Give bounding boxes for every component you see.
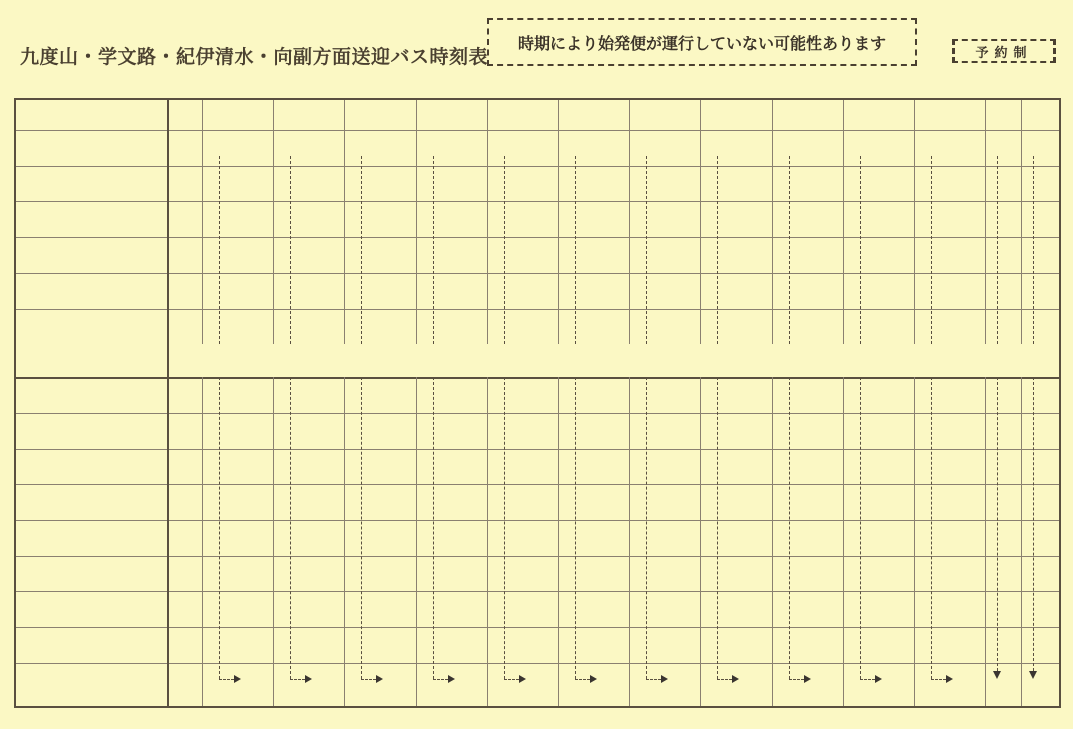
route-dash-line bbox=[789, 377, 790, 679]
route-dash-line bbox=[504, 156, 505, 344]
row-divider bbox=[16, 309, 1059, 310]
arrow-icon bbox=[305, 675, 312, 683]
section-divider bbox=[16, 377, 1059, 379]
route-dash-line bbox=[433, 156, 434, 344]
row-divider bbox=[16, 413, 1059, 414]
column-divider bbox=[629, 377, 630, 706]
column-divider bbox=[202, 377, 203, 706]
route-dash-line bbox=[789, 679, 804, 680]
column-divider bbox=[344, 377, 345, 706]
stop-name bbox=[16, 166, 167, 202]
route-dash-line bbox=[1033, 156, 1034, 344]
stop-name bbox=[16, 309, 167, 345]
row-divider bbox=[16, 520, 1059, 521]
row-divider bbox=[16, 166, 1059, 167]
route-dash-line bbox=[646, 377, 647, 679]
row-divider bbox=[16, 663, 1059, 664]
route-dash-line bbox=[860, 377, 861, 679]
route-dash-line bbox=[717, 377, 718, 679]
route-dash-line bbox=[361, 679, 376, 680]
row-divider bbox=[16, 627, 1059, 628]
route-dash-line bbox=[646, 679, 661, 680]
column-divider bbox=[1021, 377, 1022, 706]
column-divider bbox=[629, 100, 630, 344]
route-dash-line bbox=[717, 679, 732, 680]
timetable bbox=[14, 98, 1061, 708]
stop-name bbox=[16, 663, 167, 699]
stop-name bbox=[16, 449, 167, 485]
column-divider bbox=[167, 100, 169, 706]
page-title: 九度山・学文路・紀伊清水・向副方面送迎バス時刻表 bbox=[20, 46, 489, 68]
route-dash-line bbox=[575, 377, 576, 679]
column-divider bbox=[416, 377, 417, 706]
column-divider bbox=[772, 100, 773, 344]
route-dash-line bbox=[290, 156, 291, 344]
route-dash-line bbox=[290, 679, 305, 680]
route-dash-line bbox=[433, 377, 434, 679]
route-dash-line bbox=[997, 156, 998, 344]
column-divider bbox=[273, 377, 274, 706]
route-dash-line bbox=[219, 156, 220, 344]
stop-name bbox=[16, 237, 167, 273]
route-dash-line bbox=[1033, 377, 1034, 671]
column-divider bbox=[985, 100, 986, 344]
arrow-icon bbox=[804, 675, 811, 683]
stop-name bbox=[16, 130, 167, 166]
route-dash-line bbox=[931, 156, 932, 344]
route-dash-line bbox=[860, 679, 875, 680]
route-dash-line bbox=[290, 377, 291, 679]
stop-name bbox=[16, 591, 167, 627]
column-divider bbox=[558, 377, 559, 706]
stop-name bbox=[16, 556, 167, 592]
row-divider bbox=[16, 237, 1059, 238]
notice-box: 時期により始発便が運行していない可能性あります bbox=[487, 18, 917, 66]
stop-name bbox=[16, 201, 167, 237]
column-divider bbox=[273, 100, 274, 344]
arrow-icon bbox=[590, 675, 597, 683]
route-dash-line bbox=[646, 156, 647, 344]
route-dash-line bbox=[504, 679, 519, 680]
arrow-icon bbox=[661, 675, 668, 683]
arrow-icon bbox=[234, 675, 241, 683]
column-divider bbox=[558, 100, 559, 344]
stop-name bbox=[16, 627, 167, 663]
route-dash-line bbox=[575, 679, 590, 680]
route-dash-line bbox=[504, 377, 505, 679]
route-dash-line bbox=[789, 156, 790, 344]
column-divider bbox=[914, 377, 915, 706]
column-divider bbox=[344, 100, 345, 344]
route-dash-line bbox=[931, 377, 932, 679]
timetable-grid bbox=[16, 100, 1059, 706]
row-divider bbox=[16, 556, 1059, 557]
reservation-label: 予約制 bbox=[952, 39, 1056, 63]
route-dash-line bbox=[219, 377, 220, 679]
route-dash-line bbox=[361, 156, 362, 344]
column-divider bbox=[700, 100, 701, 344]
stop-name bbox=[16, 484, 167, 520]
row-divider bbox=[16, 449, 1059, 450]
row-divider bbox=[16, 130, 1059, 131]
column-divider bbox=[914, 100, 915, 344]
row-divider bbox=[16, 484, 1059, 485]
arrow-icon bbox=[875, 675, 882, 683]
column-divider bbox=[772, 377, 773, 706]
stop-name bbox=[16, 377, 167, 413]
column-divider bbox=[985, 377, 986, 706]
column-divider bbox=[487, 377, 488, 706]
stop-name bbox=[16, 273, 167, 309]
row-divider bbox=[16, 201, 1059, 202]
route-dash-line bbox=[575, 156, 576, 344]
arrow-icon bbox=[732, 675, 739, 683]
arrow-down-icon bbox=[1029, 671, 1037, 679]
route-dash-line bbox=[931, 679, 946, 680]
arrow-icon bbox=[946, 675, 953, 683]
route-dash-line bbox=[860, 156, 861, 344]
column-divider bbox=[1021, 100, 1022, 344]
stop-name bbox=[16, 520, 167, 556]
route-dash-line bbox=[433, 679, 448, 680]
column-divider bbox=[202, 100, 203, 344]
column-divider bbox=[416, 100, 417, 344]
arrow-down-icon bbox=[993, 671, 1001, 679]
stop-name bbox=[16, 413, 167, 449]
row-divider bbox=[16, 591, 1059, 592]
column-divider bbox=[487, 100, 488, 344]
column-divider bbox=[843, 377, 844, 706]
route-dash-line bbox=[361, 377, 362, 679]
row-divider bbox=[16, 273, 1059, 274]
route-dash-line bbox=[997, 377, 998, 671]
arrow-icon bbox=[448, 675, 455, 683]
route-dash-line bbox=[717, 156, 718, 344]
column-divider bbox=[700, 377, 701, 706]
arrow-icon bbox=[376, 675, 383, 683]
column-divider bbox=[843, 100, 844, 344]
route-dash-line bbox=[219, 679, 234, 680]
arrow-icon bbox=[519, 675, 526, 683]
